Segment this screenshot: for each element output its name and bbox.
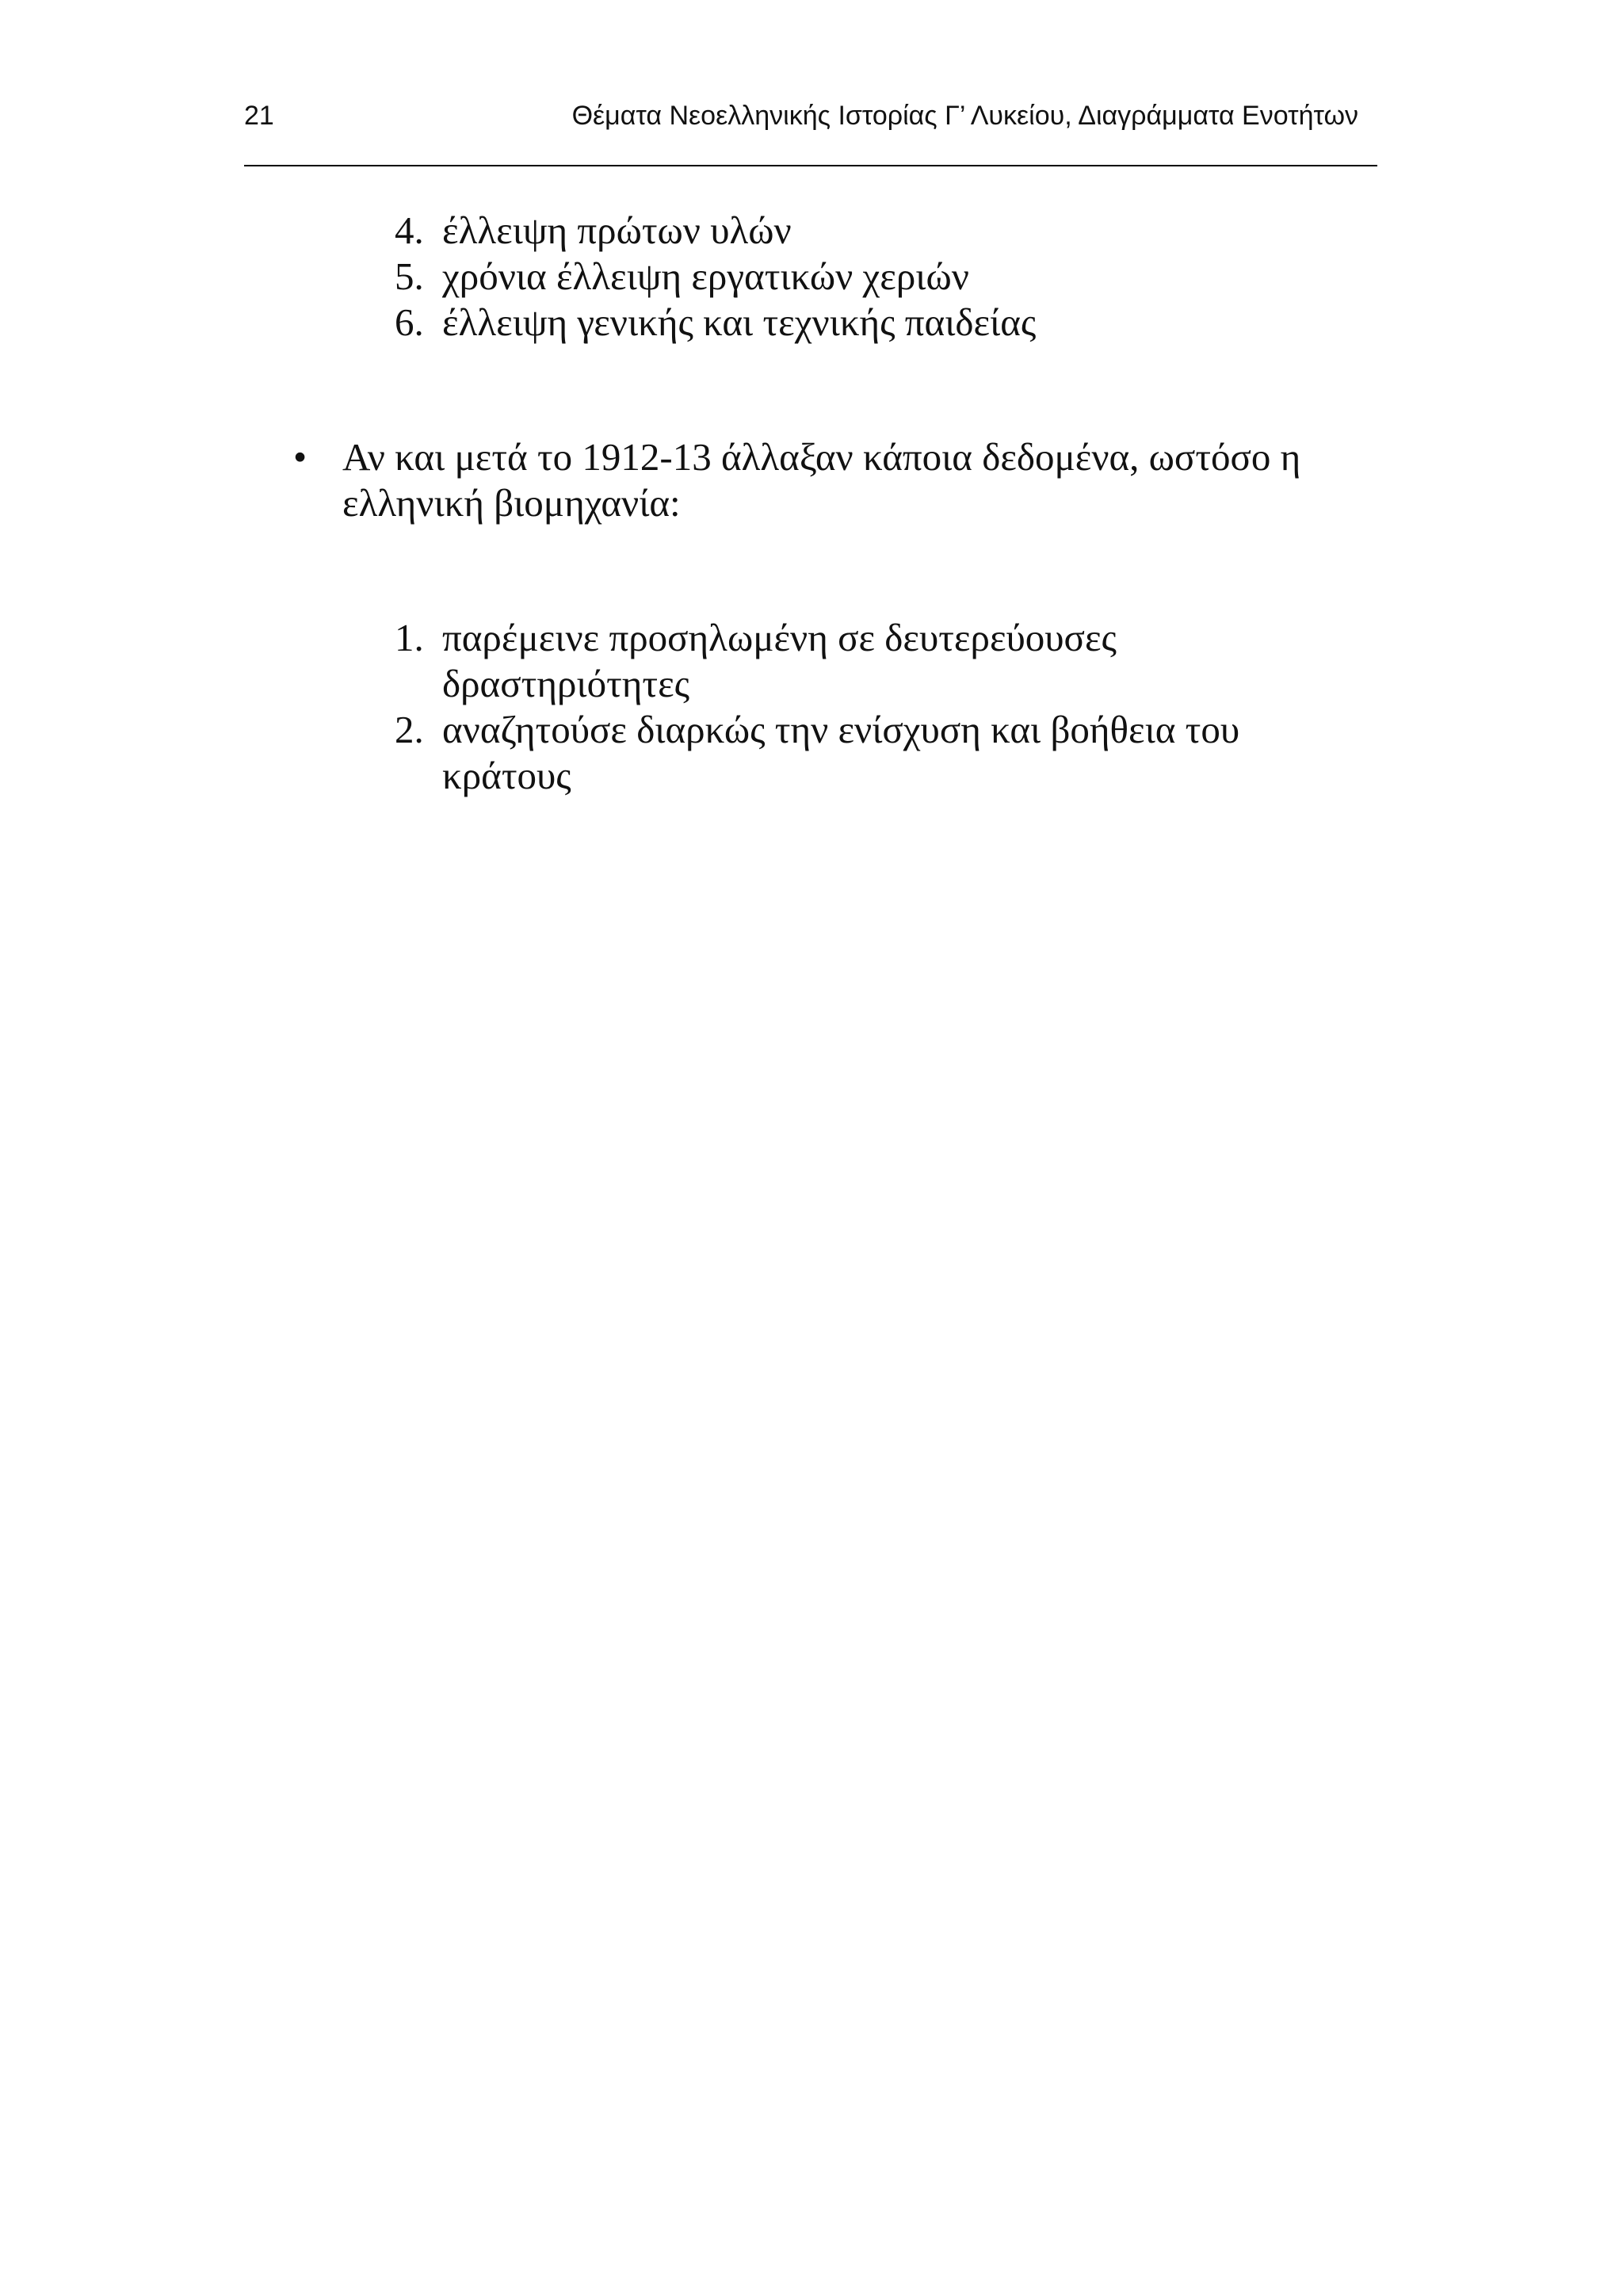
running-title: Θέματα Νεοελληνικής Ιστορίας Γ’ Λυκείου, Διαγράμματα Ενοτήτων	[571, 101, 1358, 131]
list-item-text: παρέμεινε προσηλωμένη σε δευτερεύουσες δραστηριότητες	[442, 616, 1117, 705]
header-divider	[244, 165, 1377, 166]
list-item	[395, 208, 1346, 254]
bullet-text: Αν και μετά το 1912-13 άλλαξαν κάποια δεδομένα, ωστόσο η ελληνική βιομηχανία:	[342, 435, 1301, 525]
list-item-text: χρόνια έλλειψη εργατικών χεριών	[442, 254, 969, 298]
list-item-text: έλλειψη πρώτων υλών	[442, 208, 792, 252]
numbered-list-causes	[395, 208, 1346, 346]
list-item-number: 2.	[395, 708, 424, 751]
list-item	[395, 300, 1346, 346]
bullet-paragraph	[293, 434, 1387, 526]
page-number: 21	[244, 101, 274, 131]
list-item-text: έλλειψη γενικής και τεχνικής παιδείας	[442, 300, 1037, 344]
list-item-number: 6.	[395, 300, 424, 344]
list-item-number: 1.	[395, 616, 424, 659]
list-item	[395, 254, 1346, 300]
list-item	[395, 615, 1330, 707]
list-item-text: αναζητούσε διαρκώς την ενίσχυση και βοήθεια του κράτους	[442, 708, 1240, 797]
list-item	[395, 707, 1330, 799]
list-item-number: 4.	[395, 208, 424, 252]
bullet-icon: •	[293, 435, 307, 479]
page-header	[244, 94, 1358, 138]
numbered-list-industry	[395, 615, 1330, 799]
list-item-number: 5.	[395, 254, 424, 298]
